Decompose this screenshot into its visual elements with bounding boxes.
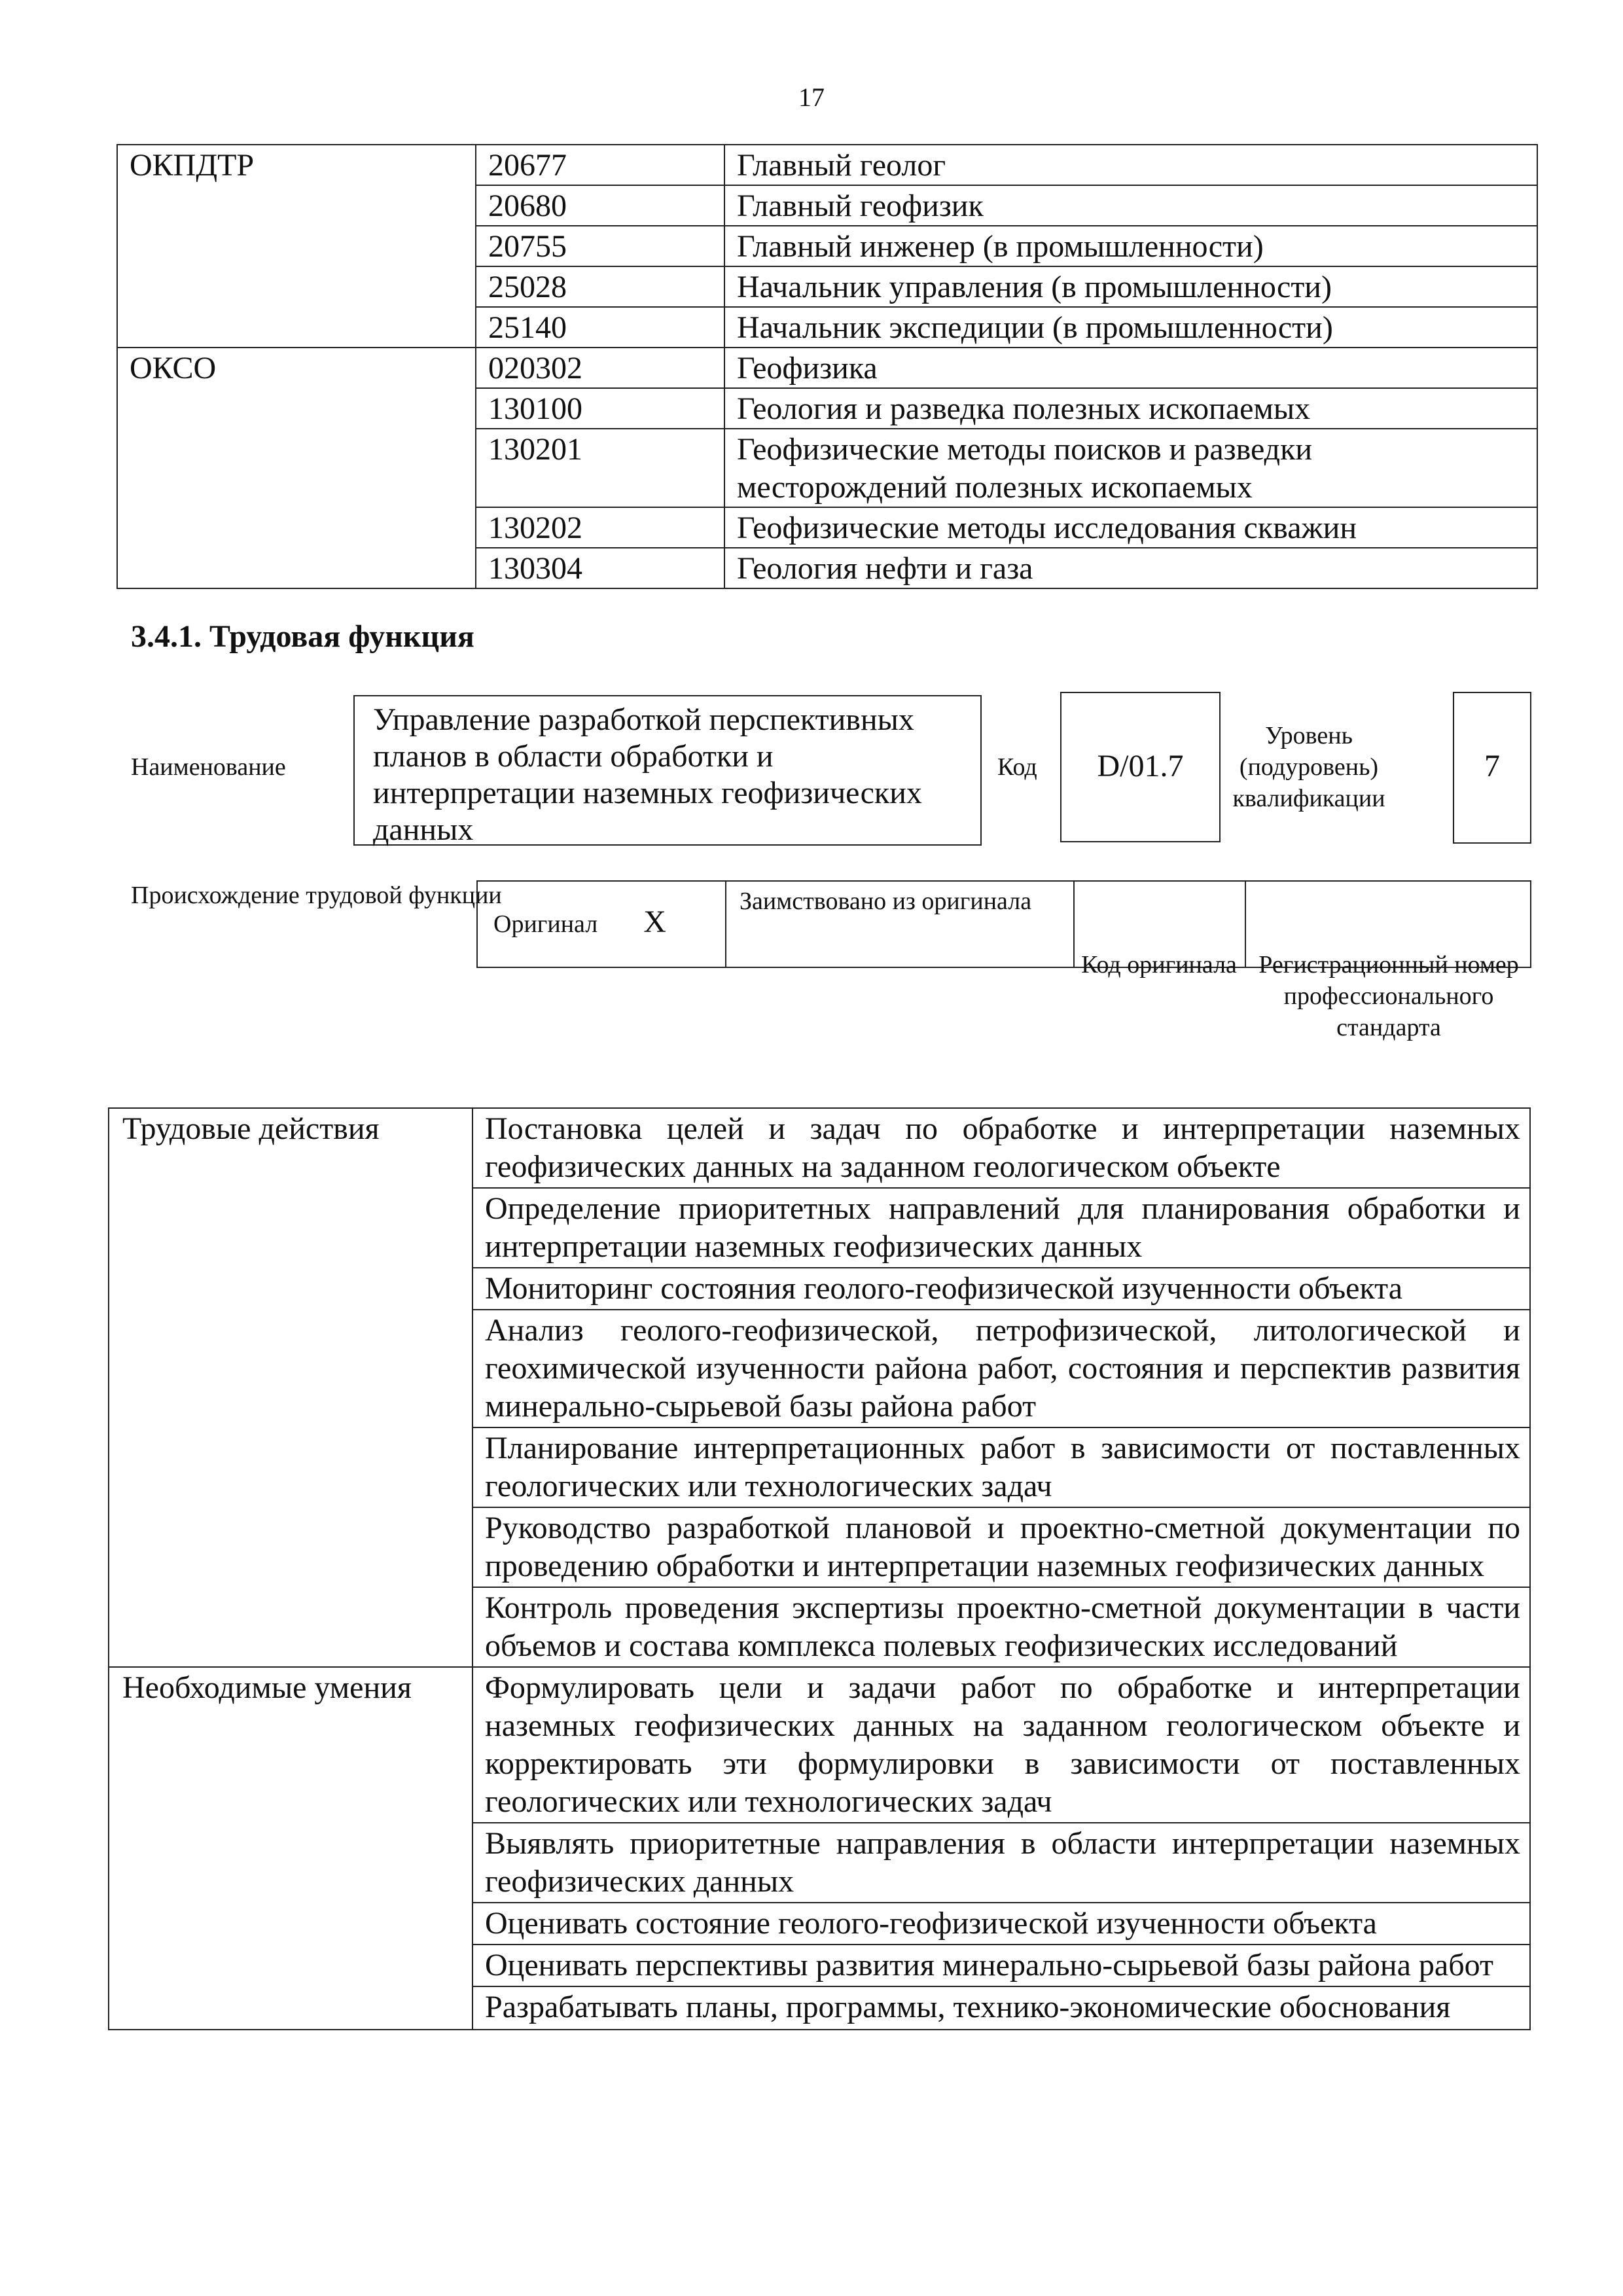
function-name-value: Управление разработкой перспективных планов в области обработки и интерпретации наземных геофизических данных — [353, 695, 982, 846]
classifier-title: Начальник управления (в промышленности) — [724, 266, 1537, 307]
origin-original-mark: X — [643, 905, 666, 939]
classifier-title: Главный геофизик — [724, 185, 1537, 226]
classifier-name: ОКПДТР — [117, 145, 476, 348]
classifier-code: 130202 — [476, 507, 724, 548]
classifier-title: Начальник экспедиции (в промышленности) — [724, 307, 1537, 348]
labor-function-table — [108, 1107, 1531, 2030]
classification-table — [116, 144, 1538, 589]
skill-item: Разрабатывать планы, программы, технико-экономические обоснования — [473, 1986, 1530, 2030]
table-row — [117, 145, 1537, 185]
table-row — [109, 1667, 1530, 1823]
labor-action-item: Контроль проведения экспертизы проектно-сметной документации в части объемов и состава комплекса полевых геофизических исследований — [473, 1587, 1530, 1667]
classifier-code: 20755 — [476, 226, 724, 266]
classifier-code: 130100 — [476, 388, 724, 429]
skill-item: Оценивать перспективы развития минерально-сырьевой базы района работ — [473, 1945, 1530, 1986]
classifier-title: Геология нефти и газа — [724, 548, 1537, 588]
origin-original-label: Оригинал — [493, 910, 598, 938]
classifier-title: Главный геолог — [724, 145, 1537, 185]
classifier-code: 130201 — [476, 429, 724, 507]
function-code-label: Код — [997, 753, 1037, 781]
classifier-code: 130304 — [476, 548, 724, 588]
origin-borrowed-label: Заимствовано из оригинала — [726, 881, 1074, 967]
required-skills-label: Необходимые умения — [109, 1667, 473, 2030]
classifier-title: Геология и разведка полезных ископаемых — [724, 388, 1537, 429]
qualification-level-value: 7 — [1453, 692, 1531, 844]
origin-reg-number-caption: Регистрационный номер профессионального стандарта — [1258, 951, 1519, 1041]
table-row — [109, 1108, 1530, 1188]
classifier-code: 020302 — [476, 348, 724, 388]
labor-actions-label: Трудовые действия — [109, 1108, 473, 1667]
skill-item: Оценивать состояние геолого-геофизической изученности объекта — [473, 1903, 1530, 1945]
classifier-code: 25140 — [476, 307, 724, 348]
qualification-level-label: Уровень (подуровень) квалификации — [1232, 722, 1385, 812]
classifier-name: ОКСО — [117, 348, 476, 588]
labor-action-item: Постановка целей и задач по обработке и интерпретации наземных геофизических данных на заданном геологическом объекте — [473, 1108, 1530, 1188]
skill-item: Формулировать цели и задачи работ по обработке и интерпретации наземных геофизических данных на заданном геологическом объекте и корректировать эти формулировки в зависимости от поставленных геологических или технологических задач — [473, 1667, 1530, 1823]
classifier-code: 20677 — [476, 145, 724, 185]
classifier-title: Главный инженер (в промышленности) — [724, 226, 1537, 266]
section-title: 3.4.1. Трудовая функция — [131, 619, 474, 654]
classifier-code: 20680 — [476, 185, 724, 226]
page-number: 17 — [798, 82, 825, 112]
labor-action-item: Определение приоритетных направлений для планирования обработки и интерпретации наземных геофизических данных — [473, 1188, 1530, 1268]
labor-action-item: Руководство разработкой плановой и проектно-сметной документации по проведению обработки и интерпретации наземных геофизических данных — [473, 1507, 1530, 1587]
function-name-label: Наименование — [131, 753, 286, 781]
classifier-title: Геофизика — [724, 348, 1537, 388]
classifier-title: Геофизические методы поисков и разведки месторождений полезных ископаемых — [724, 429, 1537, 507]
origin-label: Происхождение трудовой функции — [131, 882, 502, 909]
origin-code-caption: Код оригинала — [1081, 951, 1237, 978]
origin-original-cell — [477, 881, 726, 967]
labor-action-item: Мониторинг состояния геолого-геофизической изученности объекта — [473, 1268, 1530, 1310]
labor-action-item: Анализ геолого-геофизической, петрофизической, литологической и геохимической изученности района работ, состояния и перспектив развития минерально-сырьевой базы района работ — [473, 1310, 1530, 1427]
table-row — [117, 348, 1537, 388]
classifier-title: Геофизические методы исследования скважин — [724, 507, 1537, 548]
function-code-value: D/01.7 — [1060, 692, 1221, 842]
classifier-code: 25028 — [476, 266, 724, 307]
labor-action-item: Планирование интерпретационных работ в зависимости от поставленных геологических или технологических задач — [473, 1427, 1530, 1507]
skill-item: Выявлять приоритетные направления в области интерпретации наземных геофизических данных — [473, 1823, 1530, 1903]
